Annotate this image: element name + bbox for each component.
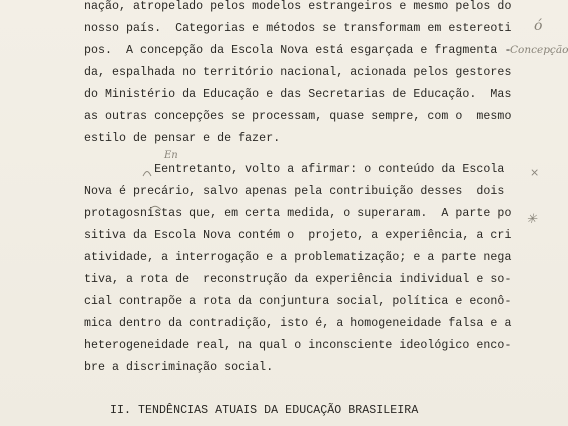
margin-note-accent: ó bbox=[534, 18, 543, 34]
text-line: tiva, a rota de reconstrução da experiência individual e so- bbox=[84, 273, 512, 286]
text-line: nação, atropelado pelos modelos estrangeiros e mesmo pelos do bbox=[84, 0, 512, 13]
text-line: bre a discriminação social. bbox=[84, 361, 274, 374]
text-line: cial contrapõe a rota da conjuntura social, política e econô- bbox=[84, 295, 512, 308]
insertion-note: En bbox=[164, 150, 178, 161]
margin-x-mark: × bbox=[530, 166, 540, 179]
text-line: heterogeneidade real, na qual o inconsciente ideológico enco- bbox=[84, 339, 512, 352]
text-line: Nova é precário, salvo apenas pela contribuição desses dois bbox=[84, 185, 505, 198]
text-line: atividade, a interrogação e a problematização; e a parte nega bbox=[84, 251, 512, 264]
text-line: estilo de pensar e de fazer. bbox=[84, 132, 281, 145]
text-line: pos. A concepção da Escola Nova está esgarçada e fragmenta - bbox=[84, 44, 512, 57]
text-line: protagosnistas que, em certa medida, o superaram. A parte po bbox=[84, 207, 512, 220]
text-line: nosso país. Categorias e métodos se transformam em estereoti bbox=[84, 22, 512, 35]
section-heading: II. TENDÊNCIAS ATUAIS DA EDUCAÇÃO BRASILEIRA bbox=[110, 404, 419, 417]
text-line: mica dentro da contradição, isto é, a homogeneidade falsa e a bbox=[84, 317, 512, 330]
text-line: do Ministério da Educação e das Secretarias de Educação. Mas bbox=[84, 88, 512, 101]
text-line: Eentretanto, volto a afirmar: o conteúdo da Escola bbox=[84, 163, 505, 176]
text-line: da, espalhada no território nacional, acionada pelos gestores bbox=[84, 66, 512, 79]
margin-star-mark: ✳ bbox=[526, 212, 537, 227]
margin-note-word: Concepção bbox=[510, 44, 568, 56]
text-line: as outras concepções se processam, quase sempre, com o mesmo bbox=[84, 110, 512, 123]
text-line: sitiva da Escola Nova contém o projeto, a experiência, a cri bbox=[84, 229, 512, 242]
